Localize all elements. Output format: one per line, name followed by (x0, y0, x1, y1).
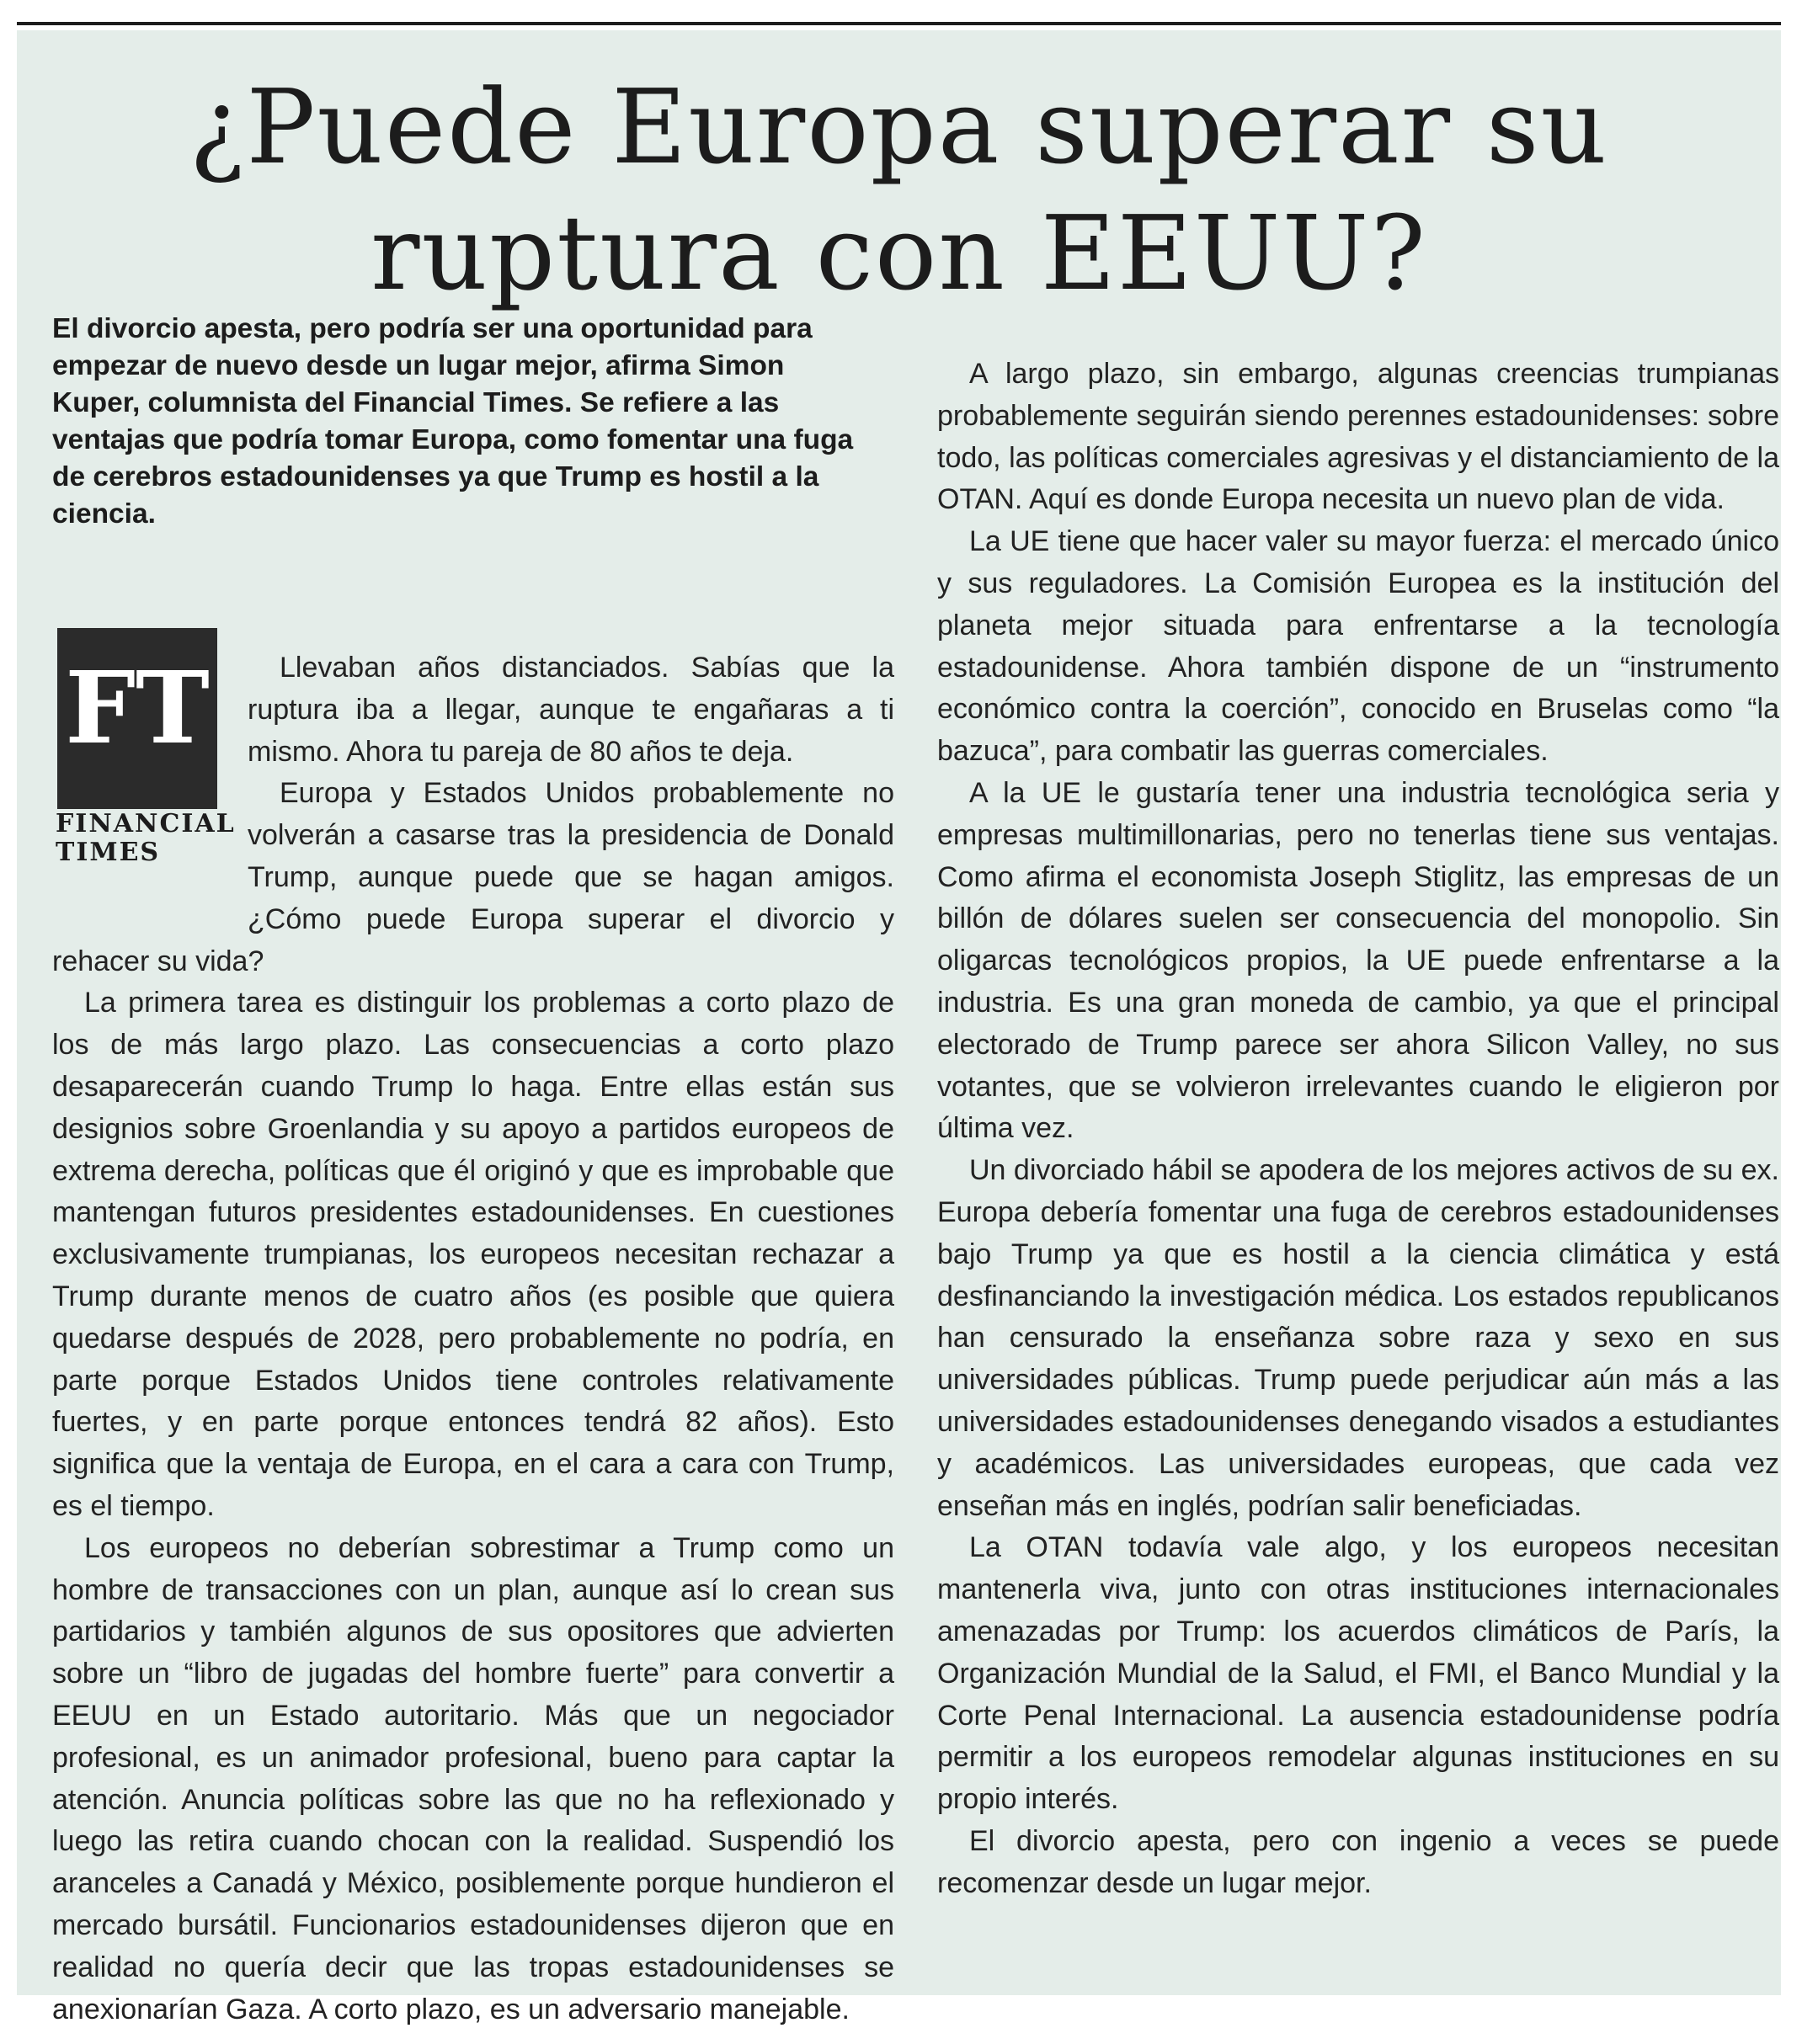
headline: ¿Puede Europa superar su ruptura con EEUU? (189, 67, 1609, 313)
right-paragraph: Un divorciado hábil se apodera de los mejores activos de su ex. Europa debería fomentar una fuga de cerebros estadounidenses bajo Trump ya que es hostil a la ciencia climática y está desfinanciando la investigación médica. Los estados republicanos han censurado la enseñanza sobre raza y sexo en sus universidades públicas. Trump puede perjudicar aún más a las universidades estadounidenses denegando visados a estudiantes y académicos. Las universidades europeas, que cada vez enseñan más en inglés, podrían salir beneficiadas. (937, 1154, 1779, 1522)
top-rule (17, 22, 1781, 25)
right-paragraph: La OTAN todavía vale algo, y los europeos necesitan mantenerla viva, junto con otras instituciones internacionales amenazadas por Trump: los acuerdos climáticos de París, la Organización Mundial de la Salud, el FMI, el Banco Mundial y la Corte Penal Internacional. La ausencia estadounidense podría permitir a los europeos remodelar algunas instituciones en su propio interés. (937, 1531, 1779, 1816)
right-paragraph: A largo plazo, sin embargo, algunas creencias trumpianas probablemente seguirán siendo perennes estadounidenses: sobre todo, las políticas comerciales agresivas y el distanciamiento de la OTAN. Aquí es donde Europa necesita un nuevo plan de vida. (937, 358, 1779, 516)
left-paragraph: La primera tarea es distinguir los problemas a corto plazo de los de más largo plazo. Las consecuencias a corto plazo desaparecerán cuando Trump lo haga. Entre ellas están sus designios sobre Groenlandia y su apoyo a partidos europeos de extrema derecha, políticas que él originó y que es improbable que mantengan futuros presidentes estadounidenses. En cuestiones exclusivamente trumpianas, los europeos necesitan rechazar a Trump durante menos de cuatro años (es posible que quiera quedarse después de 2028, pero probablemente no podría, en parte porque Estados Unidos tiene controles relativamente fuertes, y en parte porque entonces tendrá 82 años). Esto significa que la ventaja de Europa, en el cara a cara con Trump, es el tiempo. (52, 987, 894, 1522)
ft-logo (57, 628, 217, 809)
left-paragraph: Los europeos no deberían sobrestimar a Trump como un hombre de transacciones con un plan, aunque así lo crean sus partidarios y también algunos de sus opositores que advierten sobre un “libro de jugadas del hombre fuerte” para convertir a EEUU en un Estado autoritario. Más que un negociador profesional, es un animador profesional, bueno para captar la atención. Anuncia políticas sobre las que no ha reflexionado y luego las retira cuando chocan con la realidad. Suspendió los aranceles a Canadá y México, posiblemente porque hundieron el mercado bursátil. Funcionarios estadounidenses dijeron que en realidad no quería decir que las tropas estadounidenses se anexionarían Gaza. A corto plazo, es un adversario manejable. (52, 1531, 894, 2025)
left-paragraph: Europa y Estados Unidos probablemente no volverán a casarse tras la presidencia de Donald Trump, aunque puede que se hagan amigos. ¿Cómo puede Europa superar el divorcio y rehacer su vida? (52, 777, 894, 977)
right-paragraph: La UE tiene que hacer valer su mayor fuerza: el mercado único y sus reguladores. La Comisión Europea es la institución del planeta mejor situada para enfrentarse a la tecnología estadounidense. Ahora también dispone de un “instrumento económico contra la coerción”, conocido en Bruselas como “la bazuca”, para combatir las guerras comerciales. (937, 525, 1779, 768)
ft-logo-name: FINANCIAL TIMES (56, 809, 236, 867)
right-paragraph: El divorcio apesta, pero con ingenio a veces se puede recomenzar desde un lugar mejor. (937, 1824, 1779, 1899)
right-paragraph: A la UE le gustaría tener una industria tecnológica seria y empresas multimillonarias, pero no tenerlas tiene sus ventajas. Como afirma el economista Joseph Stiglitz, las empresas de un billón de dólares suelen ser consecuencia del monopolio. Sin oligarcas tecnológicos propios, la UE puede enfrentarse a la industria. Es una gran moneda de cambio, ya que el principal electorado de Trump parece ser ahora Silicon Valley, no sus votantes, que se volvieron irrelevantes cuando le eligieron por última vez. (937, 776, 1779, 1145)
deck-summary: El divorcio apesta, pero podría ser una oportunidad para empezar de nuevo desde un lugar mejor, afirma Simon Kuper, columnista del Financial Times. Se refiere a las ventajas que podría tomar Europa, como fomentar una fuga de cerebros estadounidenses ya que Trump es hostil a la ciencia. (52, 313, 854, 530)
right-column (937, 354, 1779, 1904)
left-paragraph: Llevaban años distanciados. Sabías que la ruptura iba a llegar, aunque te engañaras a ti mismo. Ahora tu pareja de 80 años te deja. (248, 652, 894, 768)
article-panel (17, 30, 1781, 2025)
ft-logo-letters: FT (65, 649, 210, 766)
